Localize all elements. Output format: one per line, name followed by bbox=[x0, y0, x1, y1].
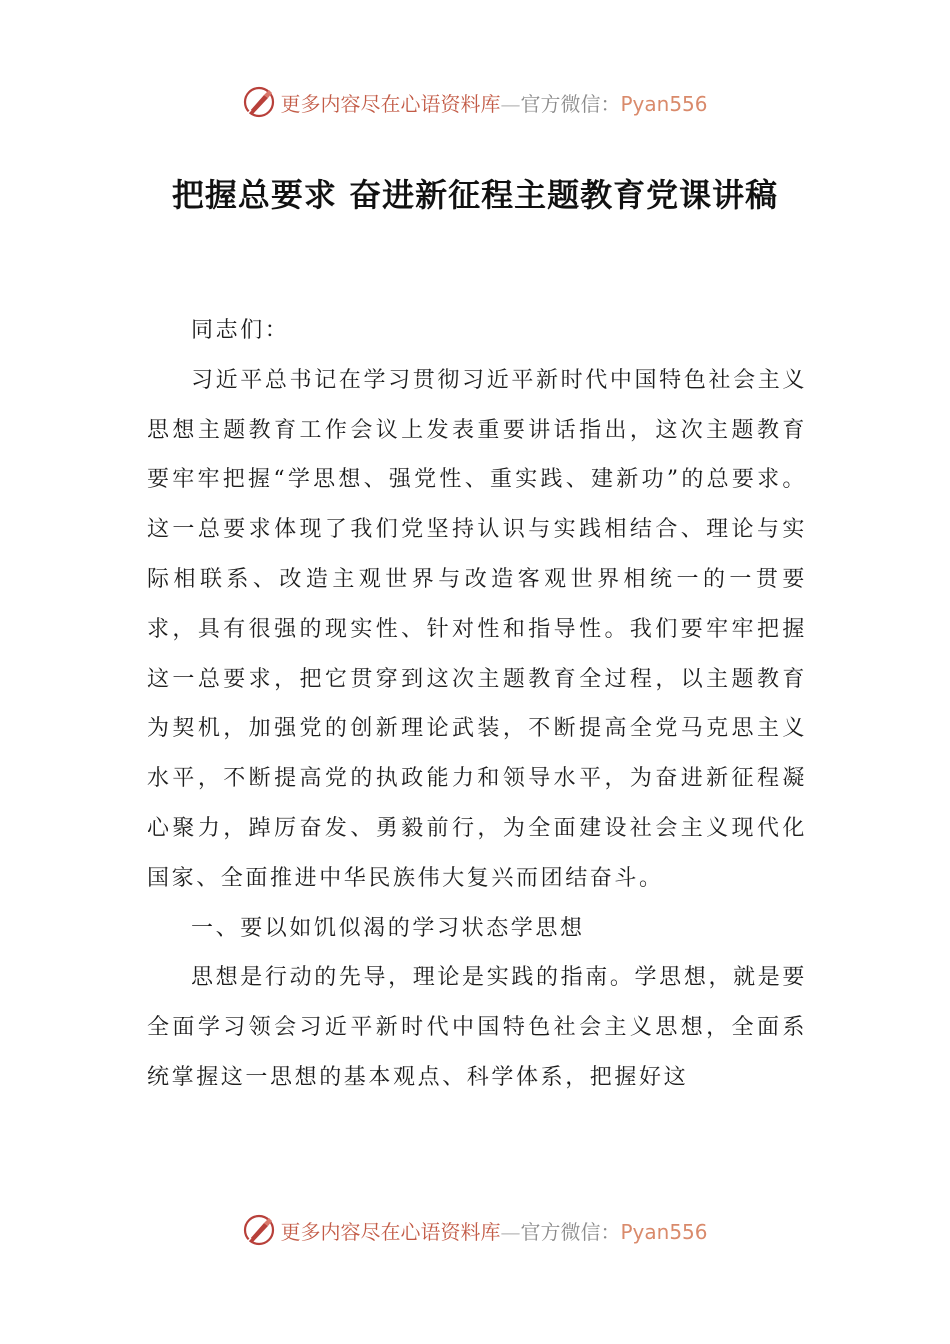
banner-site-name: 更多内容尽在心语资料库 bbox=[280, 1219, 501, 1244]
banner-site-name: 更多内容尽在心语资料库 bbox=[280, 91, 501, 116]
pen-nib-logo-icon bbox=[242, 1213, 276, 1247]
footer-banner bbox=[0, 1210, 950, 1250]
section-heading: 一、要以如饥似渴的学习状态学思想 bbox=[191, 915, 585, 941]
banner-dash: — bbox=[500, 1219, 521, 1244]
body-paragraph: 习近平总书记在学习贯彻习近平新时代中国特色社会主义思想主题教育工作会议上发表重要讲话指出，这次主题教育要牢牢把握“学思想、强党性、重实践、建新功”的总要求。这一总要求体现了我们党坚持认识与实践相结合、理论与实际相联系、改造主观世界与改造客观世界相统一的一贯要求，具有很强的现实性、针对性和指导性。我们要牢牢把握这一总要求，把它贯穿到这次主题教育全过程，以主题教育为契机，加强党的创新理论武装，不断提高全党马克思主义水平，不断提高党的执政能力和领导水平，为奋进新征程凝心聚力，踔厉奋发、勇毅前行，为全面建设社会主义现代化国家、全面推进中华民族伟大复兴而团结奋斗。 bbox=[147, 367, 807, 891]
banner-wechat-label: 官方微信： bbox=[520, 1219, 621, 1244]
header-banner bbox=[0, 82, 950, 122]
banner-wechat-label: 官方微信： bbox=[520, 91, 621, 116]
banner-wechat-id: Pyan556 bbox=[620, 1219, 708, 1244]
document-body bbox=[147, 306, 807, 1103]
body-paragraph: 思想是行动的先导，理论是实践的指南。学思想，就是要全面学习领会习近平新时代中国特色社会主义思想，全面系统掌握这一思想的基本观点、科学体系，把握好这 bbox=[147, 965, 807, 1090]
pen-nib-logo-icon bbox=[242, 85, 276, 119]
document-title: 把握总要求 奋进新征程主题教育党课讲稿 bbox=[171, 176, 779, 214]
banner-wechat-id: Pyan556 bbox=[620, 91, 708, 116]
banner-dash: — bbox=[500, 91, 521, 116]
salutation: 同志们： bbox=[191, 318, 290, 343]
